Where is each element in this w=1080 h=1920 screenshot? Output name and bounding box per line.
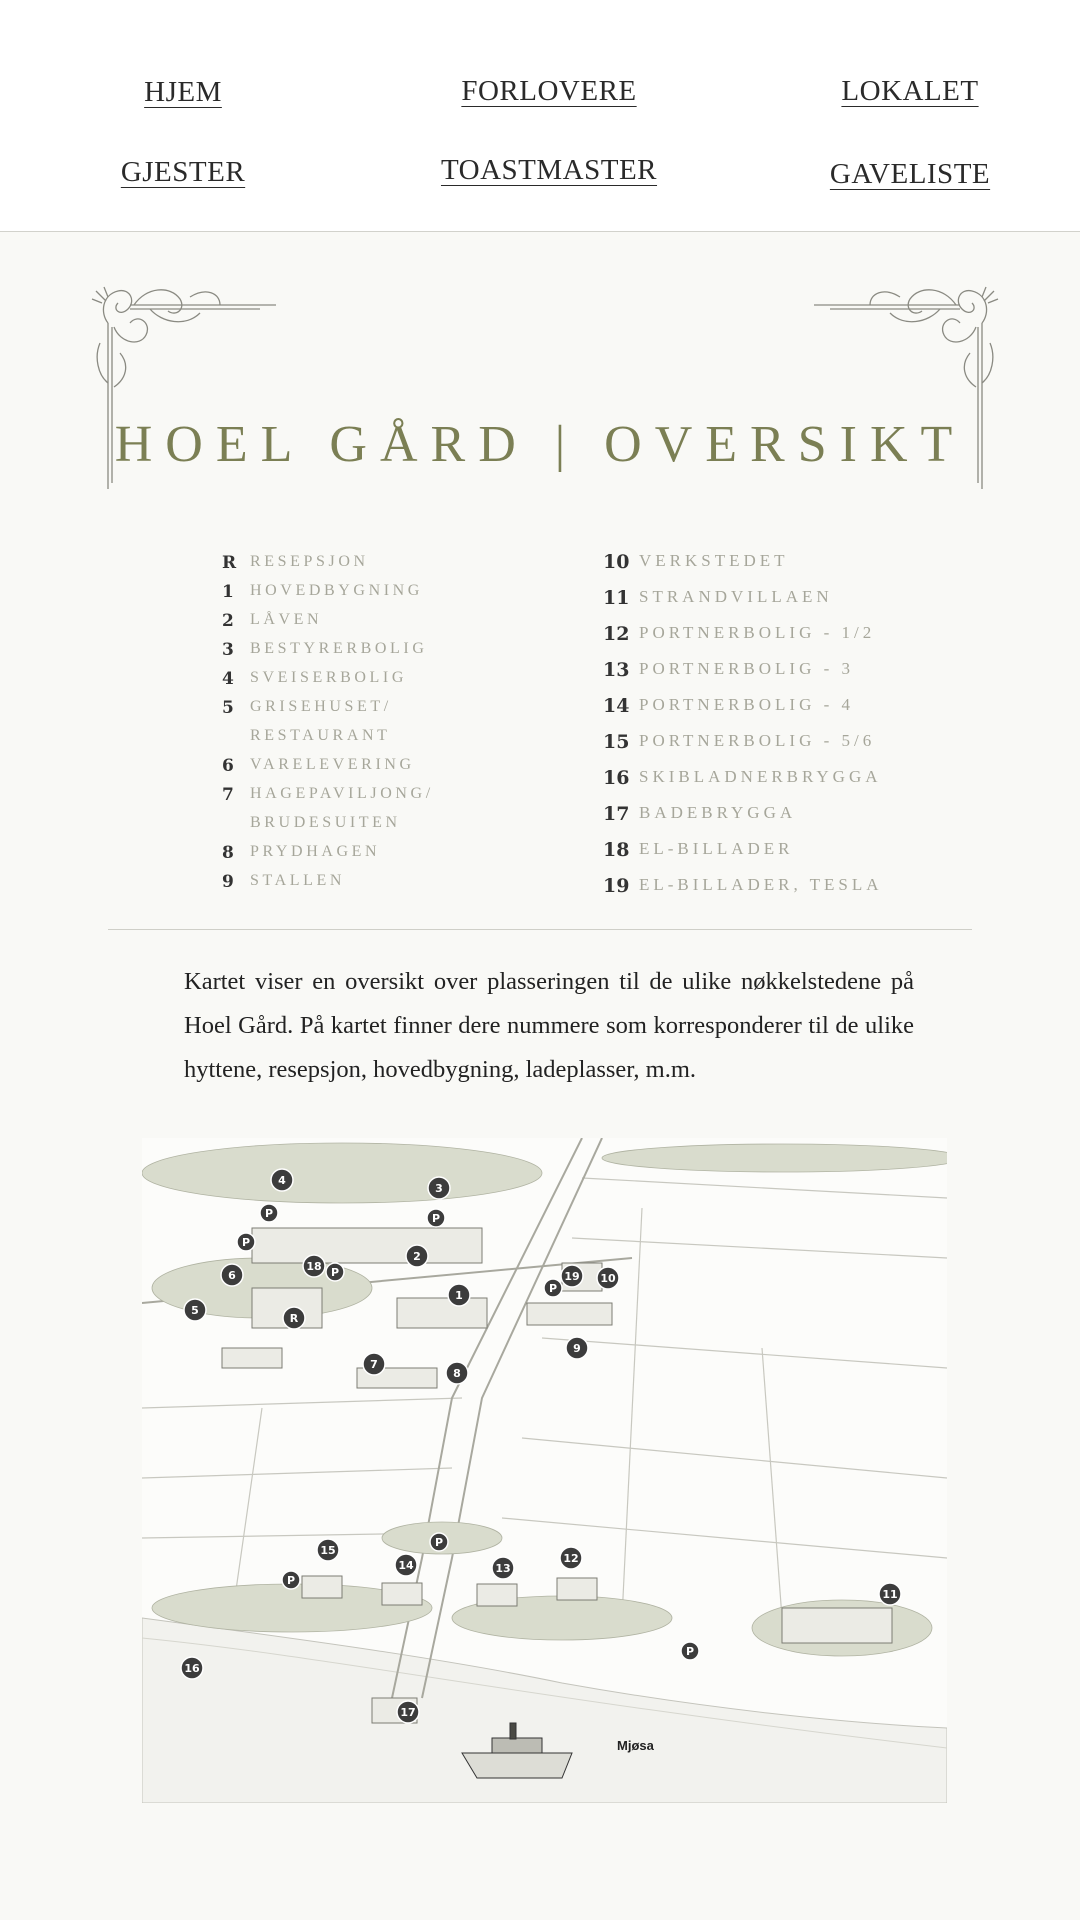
map-parking-icon	[430, 1533, 448, 1551]
legend-column-2	[603, 551, 903, 911]
legend-item: 6 VARELEVERING	[222, 756, 415, 776]
map-parking-icon	[237, 1233, 255, 1251]
legend-item: 16 SKIBLADNERBRYGGA	[603, 767, 882, 789]
svg-text:P: P	[434, 1536, 444, 1549]
map-parking-icon	[326, 1263, 344, 1281]
legend-column-1	[222, 553, 552, 901]
legend-item: 12 PORTNERBOLIG - 1/2	[603, 623, 876, 645]
map-parking-icon	[260, 1204, 278, 1222]
svg-text:P: P	[431, 1212, 441, 1225]
svg-text:P: P	[264, 1207, 274, 1220]
nav-link-gjester[interactable]: GJESTER	[120, 156, 246, 188]
legend-item-continued: BRUDESUITEN	[250, 814, 401, 831]
svg-text:17: 17	[400, 1706, 416, 1719]
svg-text:7: 7	[370, 1358, 378, 1371]
svg-text:P: P	[330, 1266, 340, 1279]
nav-link-toastmaster[interactable]: TOASTMASTER	[440, 154, 658, 186]
svg-text:2: 2	[413, 1250, 421, 1263]
map-pin-14-icon	[395, 1554, 417, 1576]
nav-link-forlovere[interactable]: FORLOVERE	[461, 75, 637, 107]
svg-text:16: 16	[184, 1662, 200, 1675]
map-parking-icon	[427, 1209, 445, 1227]
lake-label: Mjøsa	[617, 1738, 654, 1753]
map-pin-9-icon	[566, 1337, 588, 1359]
map-pin-19-icon	[561, 1265, 583, 1287]
svg-text:9: 9	[573, 1342, 581, 1355]
legend-item: 5 GRISEHUSET/	[222, 698, 392, 718]
svg-text:18: 18	[306, 1260, 322, 1273]
svg-text:15: 15	[320, 1544, 336, 1557]
map-parking-icon	[544, 1279, 562, 1297]
svg-text:P: P	[548, 1282, 558, 1295]
section-divider	[108, 929, 972, 930]
legend-item: 1 HOVEDBYGNING	[222, 582, 423, 602]
legend-item: 7 HAGEPAVILJONG/	[222, 785, 434, 805]
svg-text:8: 8	[453, 1367, 461, 1380]
map-pin-17-icon	[397, 1701, 419, 1723]
svg-text:6: 6	[228, 1269, 236, 1282]
svg-text:P: P	[241, 1236, 251, 1249]
map-pin-7-icon	[363, 1353, 385, 1375]
legend-item: 10 VERKSTEDET	[603, 551, 789, 573]
legend-item: 18 EL-BILLADER	[603, 839, 794, 861]
map-pin-10-icon	[597, 1267, 619, 1289]
page-title: HOEL GÅRD | OVERSIKT	[114, 416, 966, 473]
map-pin-4-icon	[271, 1169, 293, 1191]
map-illustration	[142, 1138, 947, 1803]
nav-link-lokalet[interactable]: LOKALET	[841, 75, 979, 107]
svg-text:3: 3	[435, 1182, 443, 1195]
top-navigation	[0, 0, 1080, 232]
map-pin-5-icon	[184, 1299, 206, 1321]
svg-text:5: 5	[191, 1304, 199, 1317]
map-pin-r-icon	[283, 1307, 305, 1329]
legend-item: 4 SVEISERBOLIG	[222, 669, 407, 689]
nav-link-gaveliste[interactable]: GAVELISTE	[829, 158, 991, 190]
map-pin-3-icon	[428, 1177, 450, 1199]
legend-item: 11 STRANDVILLAEN	[603, 587, 833, 609]
map-pin-8-icon	[446, 1362, 468, 1384]
map-pin-16-icon	[181, 1657, 203, 1679]
legend-item: 9 STALLEN	[222, 872, 346, 892]
legend-item: 14 PORTNERBOLIG - 4	[603, 695, 855, 717]
map-pin-15-icon	[317, 1539, 339, 1561]
legend-item: 3 BESTYRERBOLIG	[222, 640, 428, 660]
svg-text:13: 13	[495, 1562, 511, 1575]
legend-item: 15 PORTNERBOLIG - 5/6	[603, 731, 876, 753]
map-description: Kartet viser en oversikt over plasseringen til de ulike nøkkelstedene på Hoel Gård. På kartet finner dere nummere som korresponderer til de ulike hyttene, resepsjon, hovedbygning, ladeplasser, m.m.	[184, 968, 914, 1083]
svg-text:10: 10	[600, 1272, 616, 1285]
svg-text:19: 19	[564, 1270, 580, 1283]
map-pin-11-icon	[879, 1583, 901, 1605]
map-pin-13-icon	[492, 1557, 514, 1579]
map-parking-icon	[681, 1642, 699, 1660]
map-pin-18-icon	[303, 1255, 325, 1277]
svg-text:P: P	[685, 1645, 695, 1658]
farm-map-image	[142, 1138, 947, 1803]
map-pin-2-icon	[406, 1245, 428, 1267]
map-parking-icon	[282, 1571, 300, 1589]
svg-text:11: 11	[882, 1588, 898, 1601]
map-pin-12-icon	[560, 1547, 582, 1569]
legend-item-continued: RESTAURANT	[250, 727, 391, 744]
legend-item: 17 BADEBRYGGA	[603, 803, 797, 825]
svg-text:4: 4	[278, 1174, 286, 1187]
svg-text:P: P	[286, 1574, 296, 1587]
map-pin-6-icon	[221, 1264, 243, 1286]
svg-text:1: 1	[455, 1289, 463, 1302]
legend-item: R RESEPSJON	[222, 553, 369, 573]
legend-item: 19 EL-BILLADER, TESLA	[603, 875, 883, 897]
nav-link-hjem[interactable]: HJEM	[144, 76, 222, 108]
legend-item: 13 PORTNERBOLIG - 3	[603, 659, 855, 681]
legend-item: 2 LÅVEN	[222, 611, 323, 631]
svg-text:14: 14	[398, 1559, 414, 1572]
svg-text:12: 12	[563, 1552, 579, 1565]
map-pin-1-icon	[448, 1284, 470, 1306]
legend-item: 8 PRYDHAGEN	[222, 843, 381, 863]
svg-text:R: R	[289, 1312, 299, 1325]
